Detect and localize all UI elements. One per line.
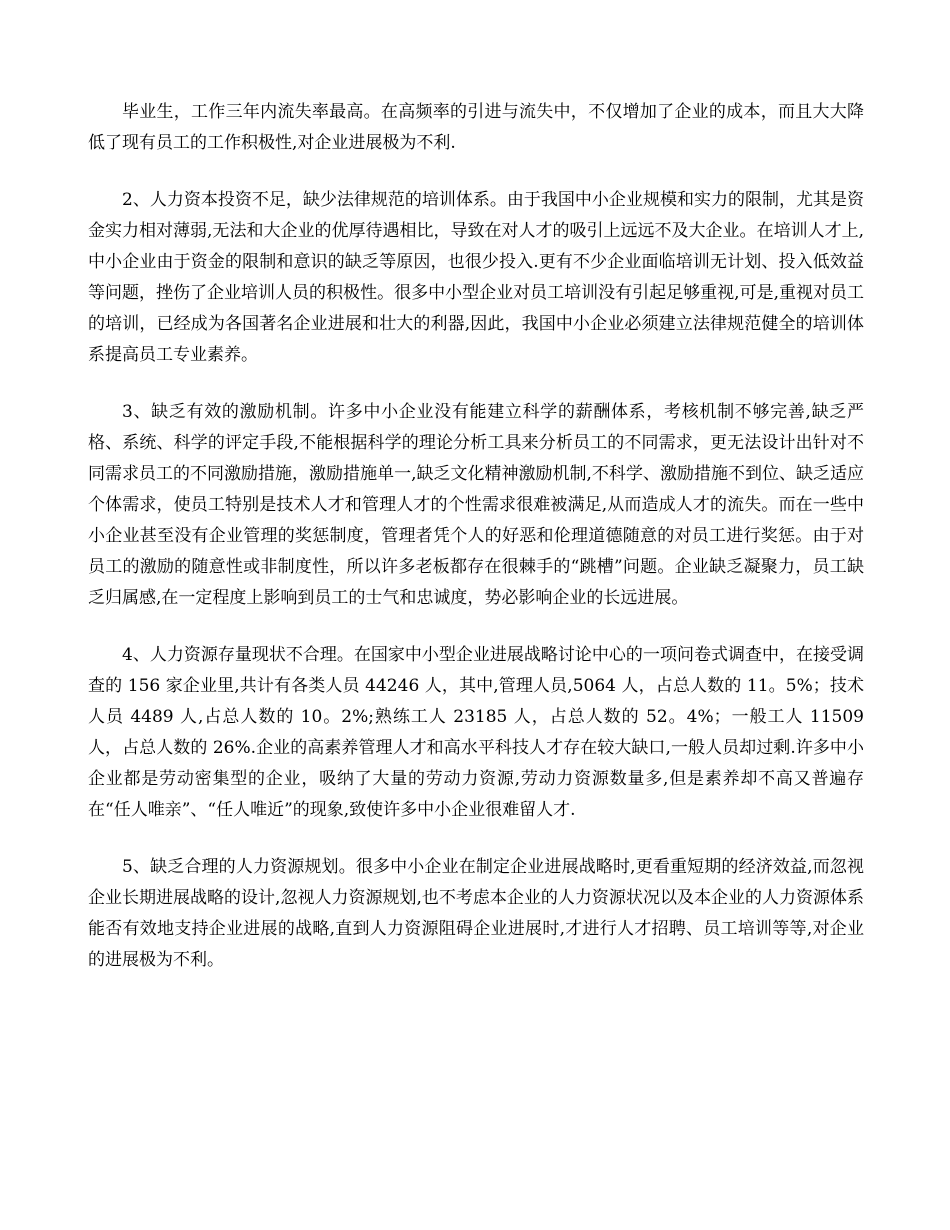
paragraph-intro: 毕业生，工作三年内流失率最高。在高频率的引进与流失中，不仅增加了企业的成本，而且大大降低了现有员工的工作积极性,对企业进展极为不利. <box>88 102 864 153</box>
paragraph-3: 3、缺乏有效的激励机制。许多中小企业没有能建立科学的薪酬体系，考核机制不够完善,缺乏严格、系统、科学的评定手段,不能根据科学的理论分析工具来分析员工的不同需求，更无法设计出针对不同需求员工的不同激励措施，激励措施单一,缺乏文化精神激励机制,不科学、激励措施不到位、缺乏适应个体需求，使员工特别是技术人才和管理人才的个性需求很难被满足,从而造成人才的流失。而在一些中小企业甚至没有企业管理的奖惩制度，管理者凭个人的好恶和伦理道德随意的对员工进行奖惩。由于对员工的激励的随意性或非制度性，所以许多老板都存在很棘手的“跳槽”问题。企业缺乏凝聚力，员工缺乏归属感,在一定程度上影响到员工的士气和忠诚度，势必影响企业的长远进展。 <box>88 402 864 608</box>
document-body <box>88 97 864 1002</box>
paragraph-5: 5、缺乏合理的人力资源规划。很多中小企业在制定企业进展战略时,更看重短期的经济效益,而忽视企业长期进展战略的设计,忽视人力资源规划,也不考虑本企业的人力资源状况以及本企业的人力资源体系能否有效地支持企业进展的战略,直到人力资源阻碍企业进展时,才进行人才招聘、员工培训等等,对企业的进展极为不利。 <box>88 857 864 970</box>
paragraph-4: 4、人力资源存量现状不合理。在国家中小型企业进展战略讨论中心的一项问卷式调查中，在接受调查的 156 家企业里,共计有各类人员 44246 人，其中,管理人员,5064 人，占总人数的 11。5%；技术人员 4489 人,占总人数的 10。2%;熟练工人 23185 人，占总人数的 52。4%；一般工人 11509 人，占总人数的 26%.企业的高素养管理人才和高水平科技人才存在较大缺口,一般人员却过剩.许多中小企业都是劳动密集型的企业，吸纳了大量的劳动力资源,劳动力资源数量多,但是素养却不高又普遍存在“任人唯亲”、“任人唯近”的现象,致使许多中小企业很难留人才. <box>88 645 864 820</box>
paragraph-2: 2、人力资本投资不足，缺少法律规范的培训体系。由于我国中小企业规模和实力的限制，尤其是资金实力相对薄弱,无法和大企业的优厚待遇相比，导致在对人才的吸引上远远不及大企业。在培训人才上,中小企业由于资金的限制和意识的缺乏等原因，也很少投入.更有不少企业面临培训无计划、投入低效益等问题，挫伤了企业培训人员的积极性。很多中小型企业对员工培训没有引起足够重视,可是,重视对员工的培训，已经成为各国著名企业进展和壮大的利器,因此，我国中小企业必须建立法律规范健全的培训体系提高员工专业素养。 <box>88 190 864 365</box>
